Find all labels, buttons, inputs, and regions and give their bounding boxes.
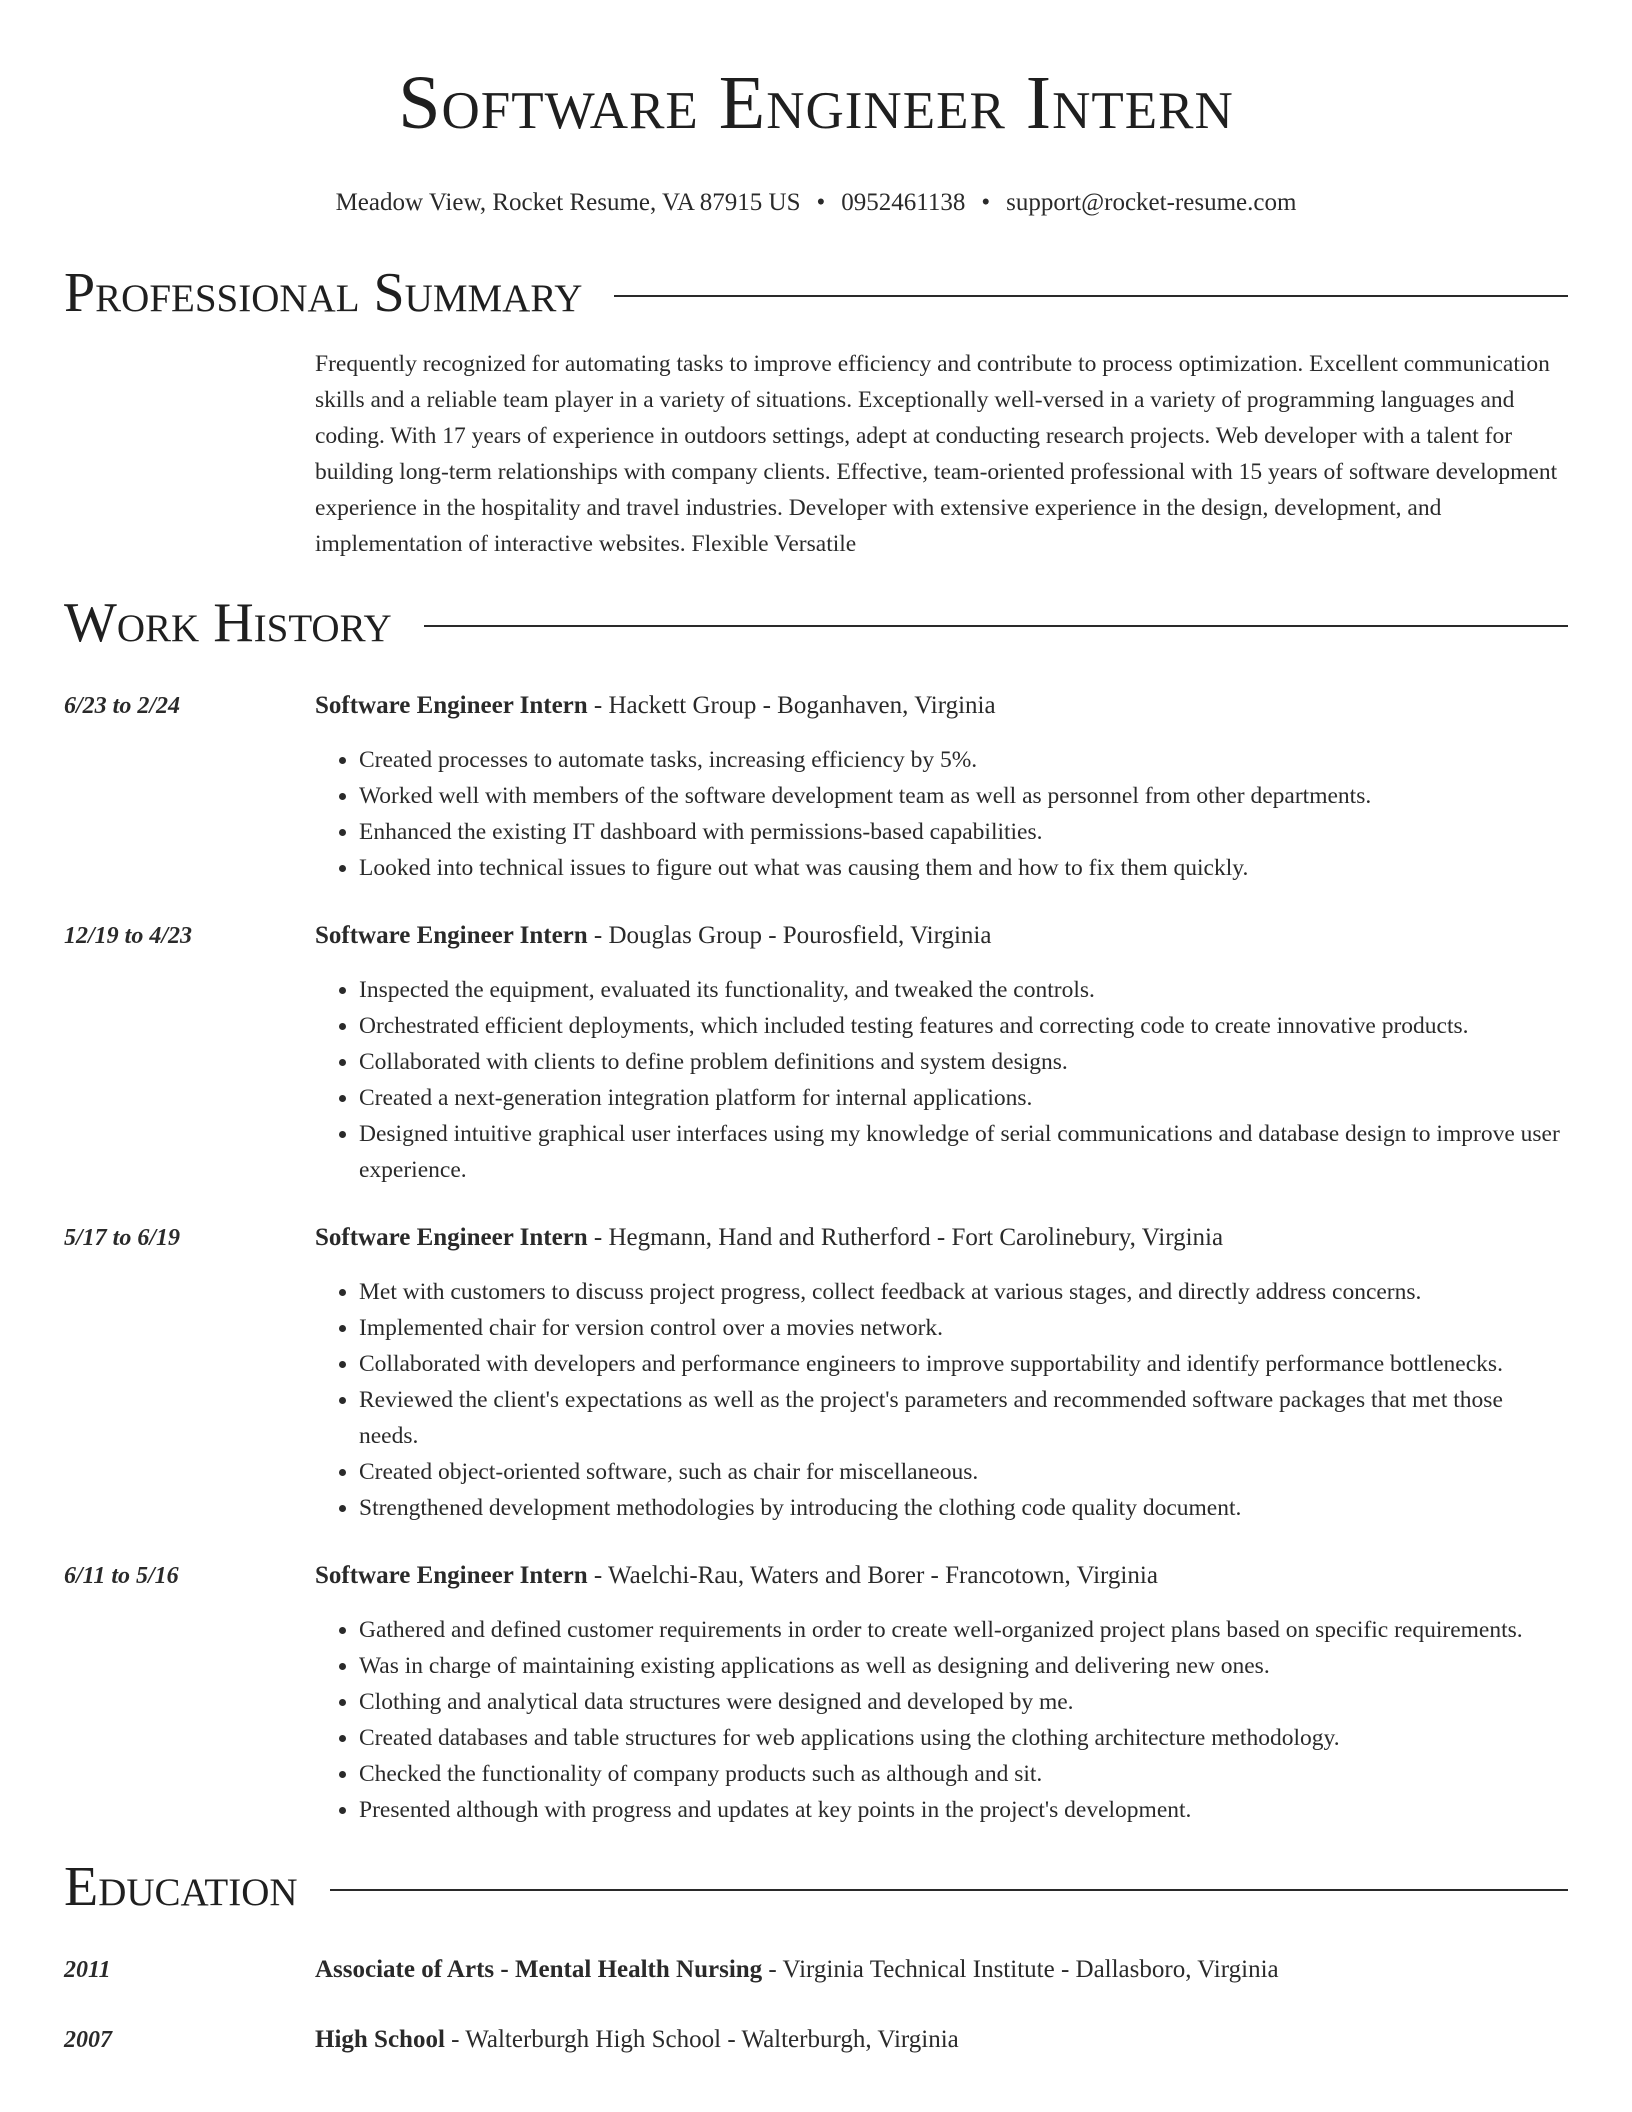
education-degree: High School	[315, 2026, 445, 2053]
work-bullet: • Met with customers to discuss project progress, collect feedback at various stages, and directly address concerns.	[359, 1274, 1568, 1310]
work-entry-body	[315, 918, 1568, 1188]
work-bullet: • Looked into technical issues to figure out what was causing them and how to fix them quickly.	[359, 850, 1568, 886]
contact-phone: 0952461138	[841, 189, 966, 216]
work-bullet: • Enhanced the existing IT dashboard with permissions-based capabilities.	[359, 814, 1568, 850]
education-line	[315, 2022, 1568, 2058]
contact-email[interactable]: support@rocket-resume.com	[1006, 189, 1297, 216]
section-divider	[330, 1889, 1568, 1891]
job-employer-location: - Waelchi-Rau, Waters and Borer - Francotown, Virginia	[587, 1562, 1158, 1589]
work-bullet: • Collaborated with developers and performance engineers to improve supportability and identify performance bottlenecks.	[359, 1346, 1568, 1382]
work-bullet: • Created databases and table structures for web applications using the clothing architecture methodology.	[359, 1720, 1568, 1756]
job-title: Software Engineer Intern	[315, 692, 588, 719]
work-bullet: • Collaborated with clients to define problem definitions and system designs.	[359, 1044, 1568, 1080]
work-bullets	[315, 1612, 1568, 1828]
work-bullet: • Checked the functionality of company products such as although and sit.	[359, 1756, 1568, 1792]
work-bullet: • Implemented chair for version control over a movies network.	[359, 1310, 1568, 1346]
contact-address: Meadow View, Rocket Resume, VA 87915 US	[335, 189, 801, 216]
summary-text: Frequently recognized for automating tasks to improve efficiency and contribute to process optimization. Excellent communication skills and a reliable team player in a variety of situations. Exceptionally well-versed in a variety of programming languages and coding. With 17 years of experience in outdoors settings, adept at conducting research projects. Web developer with a talent for building long-term relationships with company clients. Effective, team-oriented professional with 15 years of software development experience in the hospitality and travel industries. Developer with extensive experience in the design, development, and implementation of interactive websites. Flexible Versatile	[315, 351, 1558, 557]
education-entry-body	[315, 1952, 1568, 1988]
education-school-location: - Virginia Technical Institute - Dallasboro, Virginia	[762, 1956, 1279, 1983]
education-entry	[64, 1952, 1568, 1988]
contact-separator: •	[816, 189, 826, 216]
work-title-line	[315, 688, 1568, 724]
work-bullet: • Strengthened development methodologies by introducing the clothing code quality document.	[359, 1490, 1568, 1526]
contact-line	[64, 188, 1568, 218]
work-bullet: • Worked well with members of the software development team as well as personnel from other departments.	[359, 778, 1568, 814]
education-entry	[64, 2022, 1568, 2058]
education-school-location: - Walterburgh High School - Walterburgh, Virginia	[444, 2026, 959, 2053]
job-employer-location: - Douglas Group - Pourosfield, Virginia	[587, 922, 992, 949]
work-entry-body	[315, 1220, 1568, 1526]
education-degree: Associate of Arts - Mental Health Nursing	[315, 1956, 763, 1983]
summary-heading: Professional Summary	[64, 262, 583, 324]
work-bullet: • Created object-oriented software, such as chair for miscellaneous.	[359, 1454, 1568, 1490]
work-entry	[64, 1558, 1568, 1828]
work-bullet: • Gathered and defined customer requirements in order to create well-organized project plans based on specific requirements.	[359, 1612, 1568, 1648]
education-line	[315, 1952, 1568, 1988]
work-section-heading	[64, 590, 1568, 656]
work-bullet: • Created a next-generation integration platform for internal applications.	[359, 1080, 1568, 1116]
work-heading: Work History	[64, 592, 392, 654]
work-title-line	[315, 1558, 1568, 1594]
section-divider	[424, 625, 1568, 627]
work-dates: 6/23 to 2/24	[64, 693, 181, 719]
work-entry	[64, 688, 1568, 886]
work-bullet: • Presented although with progress and updates at key points in the project's development.	[359, 1792, 1568, 1828]
work-dates: 6/11 to 5/16	[64, 1563, 179, 1589]
work-entry-body	[315, 688, 1568, 886]
work-dates: 12/19 to 4/23	[64, 923, 193, 949]
work-title-line	[315, 1220, 1568, 1256]
section-divider	[614, 295, 1568, 297]
work-bullet: • Designed intuitive graphical user interfaces using my knowledge of serial communications and database design to improve user experience.	[359, 1116, 1568, 1188]
work-bullets	[315, 742, 1568, 886]
summary-section-heading	[64, 260, 1568, 326]
job-employer-location: - Hegmann, Hand and Rutherford - Fort Carolinebury, Virginia	[587, 1224, 1224, 1251]
work-dates: 5/17 to 6/19	[64, 1225, 181, 1251]
work-bullet: • Reviewed the client's expectations as well as the project's parameters and recommended software packages that met those needs.	[359, 1382, 1568, 1454]
job-title: Software Engineer Intern	[315, 1562, 588, 1589]
education-entry-body	[315, 2022, 1568, 2058]
contact-separator: •	[981, 189, 991, 216]
education-year: 2007	[64, 2027, 112, 2053]
work-bullet: • Was in charge of maintaining existing applications as well as designing and delivering new ones.	[359, 1648, 1568, 1684]
education-heading: Education	[64, 1856, 298, 1918]
work-bullet: • Clothing and analytical data structures were designed and developed by me.	[359, 1684, 1568, 1720]
job-employer-location: - Hackett Group - Boganhaven, Virginia	[587, 692, 996, 719]
work-bullet: • Created processes to automate tasks, increasing efficiency by 5%.	[359, 742, 1568, 778]
work-bullet: • Inspected the equipment, evaluated its functionality, and tweaked the controls.	[359, 972, 1568, 1008]
work-entry	[64, 1220, 1568, 1526]
work-entry-body	[315, 1558, 1568, 1828]
work-bullet: • Orchestrated efficient deployments, which included testing features and correcting code to create innovative products.	[359, 1008, 1568, 1044]
job-title: Software Engineer Intern	[315, 1224, 588, 1251]
education-section-heading	[64, 1854, 1568, 1920]
work-entry	[64, 918, 1568, 1188]
work-bullets	[315, 1274, 1568, 1526]
job-title: Software Engineer Intern	[315, 922, 588, 949]
resume-name: Software Engineer Intern	[398, 61, 1234, 145]
work-bullets	[315, 972, 1568, 1188]
education-year: 2011	[64, 1957, 111, 1983]
work-title-line	[315, 918, 1568, 954]
